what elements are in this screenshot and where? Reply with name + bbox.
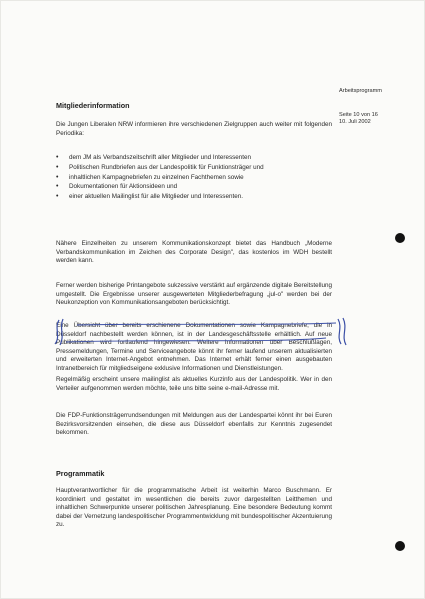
programmatik-paragraph: Hauptverantwortlicher für die programmatische Arbeit ist weiterhin Marco Buschmann. Er koordiniert und gestaltet im wesentlichen die bereits zuvor dargestellten Leitthemen und inhaltlichen Schwerpunkte unserer politischen Jahresplanung. Eine besondere Bedeutung kommt dabei der Vernetzung landespolitischer Programmentwicklung mit bundespolitischer Akzentuierung zu. <box>56 487 332 529</box>
list-item: • Politischen Rundbriefen aus der Landespolitik für Funktionsträger und <box>56 163 264 173</box>
punch-hole <box>395 541 405 551</box>
intro-paragraph: Die Jungen Liberalen NRW informieren ihre verschiedenen Zielgruppen auch weiter mit folgenden Periodika: <box>56 121 332 137</box>
document-date: 10. Juli 2002 <box>339 119 371 125</box>
list-item: • inhaltlichen Kampagnebriefen zu einzelnen Fachthemen sowie <box>56 173 264 183</box>
overview-paragraph: Eine Übersicht über bereits erschienene Dokumentationen sowie Kampagnebriefe, die in Düsseldorf nachbestellt werden können, ist in der Landesgeschäftsstelle erhältlich. Auf neue Publikationen wird fortlaufend hingewiesen. Weitere Informationen über Beschlußlagen, Pressemeldungen, Termine und Serviceangebote könnt ihr ferner laufend unserem aktualisierten und erweiterten Internet-Angebot entnehmen. Das Internet erhält ferner einen ausgebauten Intranetbereich für mitgliedseigene exklusive Informationen und Dienstleistungen. <box>56 322 332 372</box>
page-number: Seite 10 von 16 <box>339 112 378 118</box>
periodika-list <box>56 153 264 202</box>
mailinglist-paragraph: Regelmäßig erscheint unsere mailinglist als aktuelles Kurzinfo aus der Landespolitik. Wer in den Verteiler aufgenommen werden möchte, teile uns bitte seine e-mail-Adresse mit. <box>56 376 332 392</box>
print-offers-paragraph: Ferner werden bisherige Printangebote sukzessive verstärkt auf ergänzende digitale Bereitstellung umgestellt. Die Ergebnisse unserer ausgewerteten Mitgliederbefragung „jul-o" werden bei der Neukonzeption von Kommunikationsangeboten berücksichtigt. <box>56 282 332 307</box>
list-item: • Dokumentationen für Aktionsideen und <box>56 182 264 192</box>
heading-mitgliederinformation: Mitgliederinformation <box>56 101 130 110</box>
details-paragraph: Nähere Einzelheiten zu unserem Kommunikationskonzept bietet das Handbuch „Moderne Verbandskommunikation im Zeichen des Corporate Design", das kostenlos im WDH bestellt werden kann. <box>56 240 332 265</box>
document-label: Arbeitsprogramm <box>339 88 382 94</box>
list-item: • dem JM als Verbandszeitschrift aller Mitglieder und Interessenten <box>56 153 264 163</box>
fdp-paragraph: Die FDP-Funktionsträgerrundsendungen mit Meldungen aus der Landespartei könnt ihr bei Euren Bezirksvorsitzenden einsehen, die diese aus Düsseldorf ebenfalls zur Kenntnis zugesendet bekommen. <box>56 412 332 437</box>
punch-hole <box>395 233 405 243</box>
heading-programmatik: Programmatik <box>56 469 105 478</box>
list-item: • einer aktuellen Mailinglist für alle Mitglieder und Interessenten. <box>56 192 264 202</box>
